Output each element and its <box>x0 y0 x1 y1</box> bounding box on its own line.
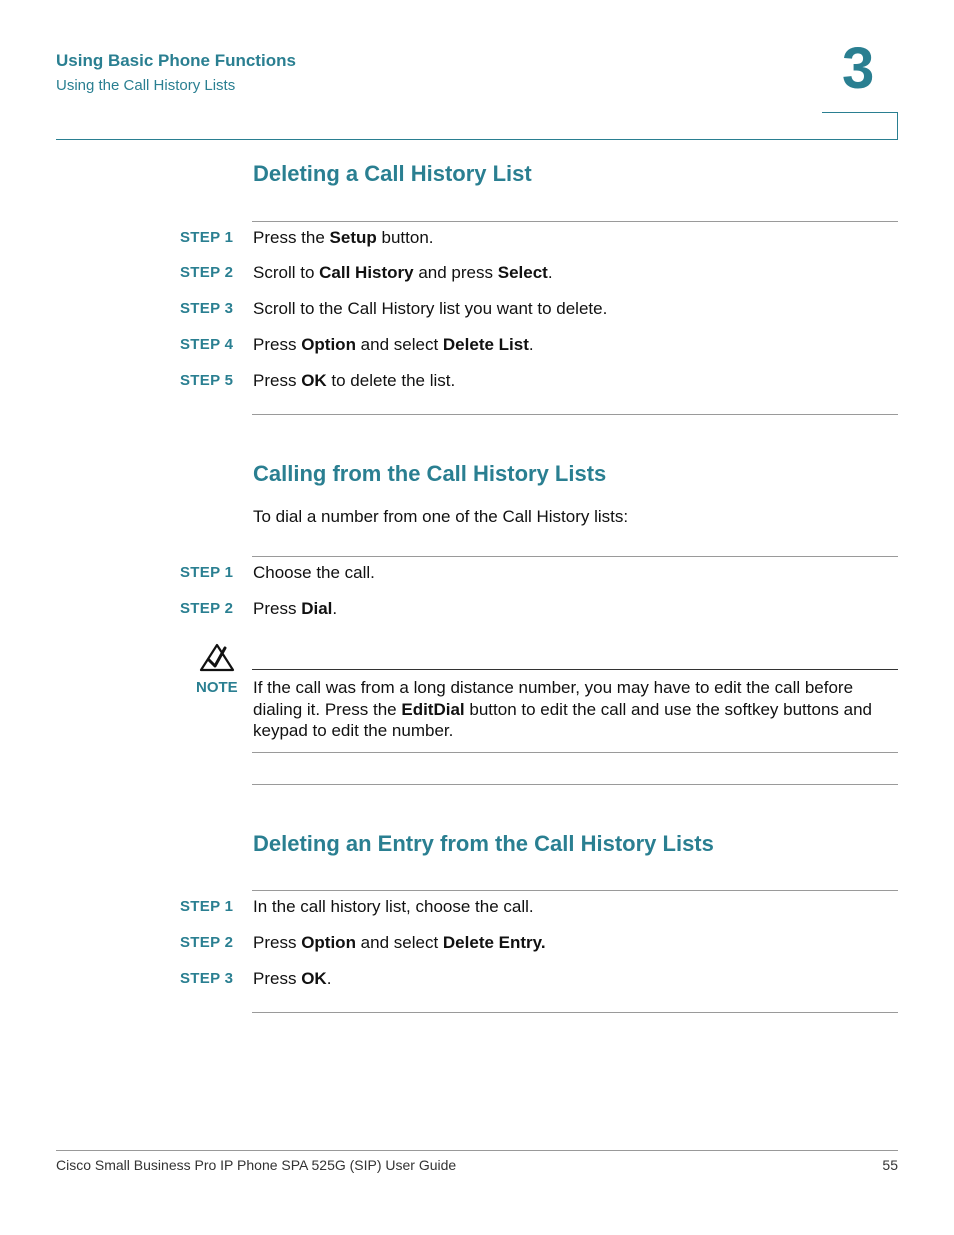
step-label: STEP 2 <box>180 934 234 951</box>
step-label: STEP 1 <box>180 229 234 246</box>
section-rule <box>252 784 898 785</box>
header-rule <box>56 139 898 140</box>
note-label: NOTE <box>196 679 238 696</box>
footer-page-number: 55 <box>882 1157 898 1173</box>
step-label: STEP 5 <box>180 372 234 389</box>
running-header-title: Using Basic Phone Functions <box>56 51 296 70</box>
step-label: STEP 1 <box>180 898 234 915</box>
step-label: STEP 2 <box>180 600 234 617</box>
section-title-delete-list: Deleting a Call History List <box>253 161 532 186</box>
step-text: Press Dial. <box>253 599 338 618</box>
step-label: STEP 3 <box>180 300 234 317</box>
step-text: Scroll to the Call History list you want to delete. <box>253 299 608 318</box>
step-label: STEP 2 <box>180 264 234 281</box>
section-rule <box>252 414 898 415</box>
note-top-rule <box>252 669 898 670</box>
step-text: Press OK to delete the list. <box>253 371 456 390</box>
chapter-tab-box <box>822 112 898 139</box>
note-text: If the call was from a long distance number, you may have to edit the call before dialing it. Press the EditDial button to edit the call and use the softkey buttons and keypad to edit the number. <box>253 678 872 740</box>
step-label: STEP 1 <box>180 564 234 581</box>
chapter-number: 3 <box>842 36 875 101</box>
section-rule <box>252 221 898 222</box>
section-rule <box>252 890 898 891</box>
section-rule <box>252 1012 898 1013</box>
section-rule <box>252 556 898 557</box>
note-check-triangle-icon <box>198 643 236 673</box>
step-text: In the call history list, choose the call. <box>253 897 534 916</box>
step-text: Scroll to Call History and press Select. <box>253 263 553 282</box>
running-header-subtitle: Using the Call History Lists <box>56 77 236 94</box>
footer-rule <box>56 1150 898 1151</box>
step-text: Choose the call. <box>253 563 375 582</box>
step-text: Press OK. <box>253 969 332 988</box>
step-label: STEP 3 <box>180 970 234 987</box>
section-title-delete-entry: Deleting an Entry from the Call History Lists <box>253 831 714 856</box>
section-intro: To dial a number from one of the Call History lists: <box>253 507 629 526</box>
note-bottom-rule <box>252 752 898 753</box>
step-text: Press the Setup button. <box>253 228 434 247</box>
step-text: Press Option and select Delete Entry. <box>253 933 546 952</box>
step-text: Press Option and select Delete List. <box>253 335 534 354</box>
footer-doc-title: Cisco Small Business Pro IP Phone SPA 525G (SIP) User Guide <box>56 1157 457 1173</box>
section-title-calling: Calling from the Call History Lists <box>253 461 607 486</box>
step-label: STEP 4 <box>180 336 234 353</box>
